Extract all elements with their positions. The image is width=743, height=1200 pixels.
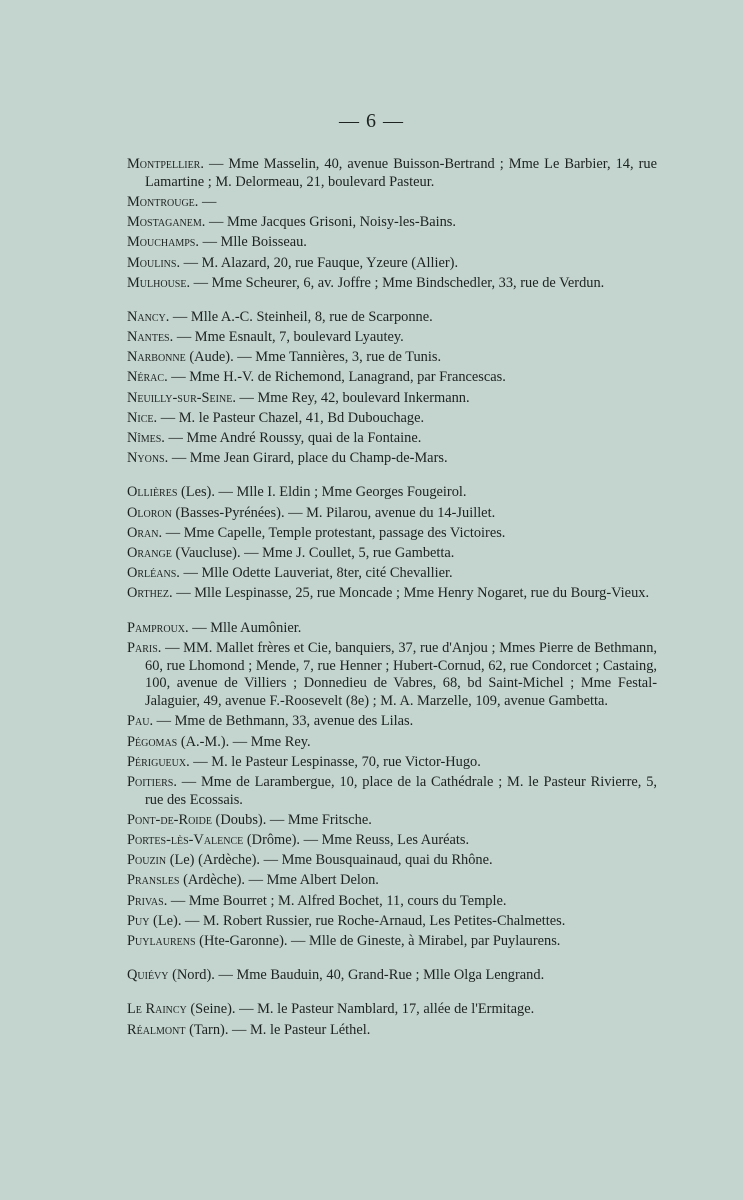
directory-entry — [127, 812, 657, 830]
entry-details: . — Mme de Larambergue, 10, place de la Cathédrale ; M. le Pasteur Rivierre, 5, rue des Ecossais. — [145, 773, 657, 808]
entry-details: . — Mlle Aumônier. — [185, 619, 302, 636]
directory-entry — [127, 872, 657, 890]
entry-details: . — Mme H.-V. de Richemond, Lanagrand, par Francescas. — [164, 369, 506, 386]
directory-entry — [127, 349, 657, 367]
entry-place: Narbonne — [127, 349, 186, 366]
directory-entry — [127, 545, 657, 563]
entry-details: . — Mlle Boisseau. — [195, 234, 307, 251]
entry-place: Pégomas — [127, 733, 178, 750]
entry-details: (Seine). — M. le Pasteur Namblard, 17, allée de l'Ermitage. — [186, 1001, 535, 1018]
entry-place: Moulins — [127, 254, 177, 271]
directory-entry — [127, 156, 657, 192]
entry-details: . — Mlle Odette Lauveriat, 8ter, cité Chevallier. — [176, 565, 453, 582]
entry-details: (Drôme). — Mme Reuss, Les Auréats. — [243, 832, 470, 849]
entry-place: Orange — [127, 544, 172, 561]
entry-place: Nancy — [127, 308, 166, 325]
entry-place: Mulhouse — [127, 274, 187, 291]
entry-place: Pouzin — [127, 852, 167, 869]
entry-details: . — Mme Jean Girard, place du Champ-de-Mars. — [164, 450, 448, 467]
entry-details: . — Mme Rey, 42, boulevard Inkermann. — [232, 389, 470, 406]
directory-list — [127, 156, 657, 1042]
entry-details: . — Mme de Bethmann, 33, avenue des Lilas. — [149, 713, 414, 730]
entry-details: . — Mme André Roussy, quai de la Fontaine. — [161, 430, 422, 447]
group-spacer — [127, 295, 657, 309]
entry-details: (A.-M.). — Mme Rey. — [177, 733, 311, 750]
directory-entry — [127, 1022, 657, 1040]
entry-details: . — Mlle A.-C. Steinheil, 8, rue de Scarponne. — [165, 308, 433, 325]
entry-place: Portes-lès-Valence — [127, 832, 244, 849]
directory-entry — [127, 565, 657, 583]
entry-place: Périgueux — [127, 753, 187, 770]
entry-place: Pau — [127, 713, 150, 730]
directory-entry — [127, 754, 657, 772]
entry-details: . — Mme Jacques Grisoni, Noisy-les-Bains. — [201, 214, 456, 231]
entry-place: Paris — [127, 639, 158, 656]
entry-details: . — M. le Pasteur Lespinasse, 70, rue Victor-Hugo. — [186, 753, 481, 770]
entry-details: . — MM. Mallet frères et Cie, banquiers, 37, rue d'Anjou ; Mmes Pierre de Bethmann, 60, rue Lhomond ; Mende, 7, rue Henner ; Hubert-Cornud, 62, rue Condorcet ; Castaing, 100, avenue de Villiers ; Donnedieu de Vabres, 68, bd Saint-Michel ; Mme Festal-Jalaguier, 49, avenue F.-Roosevelt (8e) ; M. A. Marzelle, 109, avenue Gambetta. — [145, 639, 657, 710]
entry-details: . — Mme Scheurer, 6, av. Joffre ; Mme Bindschedler, 33, rue de Verdun. — [186, 274, 605, 291]
entry-place: Pamproux — [127, 619, 186, 636]
directory-entry — [127, 967, 657, 985]
entry-place: Nyons — [127, 450, 165, 467]
directory-entry — [127, 1001, 657, 1019]
entry-details: (Vaucluse). — Mme J. Coullet, 5, rue Gambetta. — [171, 544, 455, 561]
directory-entry — [127, 484, 657, 502]
directory-entry — [127, 410, 657, 428]
entry-place: Nérac — [127, 369, 165, 386]
entry-place: Neuilly-sur-Seine — [127, 389, 233, 406]
directory-entry — [127, 450, 657, 468]
entry-place: Quiévy — [127, 967, 169, 984]
directory-entry — [127, 893, 657, 911]
entry-details: . — Mme Bourret ; M. Alfred Bochet, 11, cours du Temple. — [163, 892, 507, 909]
directory-entry — [127, 275, 657, 293]
entry-details: . — M. le Pasteur Chazel, 41, Bd Dubouchage. — [153, 409, 425, 426]
entry-place: Nice — [127, 409, 154, 426]
entry-place: Orthez — [127, 585, 170, 602]
entry-place: Mostaganem — [127, 214, 202, 231]
directory-entry — [127, 640, 657, 711]
entry-place: Montpellier — [127, 156, 201, 172]
entry-place: Oloron — [127, 504, 172, 521]
group-spacer — [127, 987, 657, 1001]
entry-details: (Nord). — Mme Bauduin, 40, Grand-Rue ; Mlle Olga Lengrand. — [168, 967, 545, 984]
directory-entry — [127, 329, 657, 347]
entry-details: (Doubs). — Mme Fritsche. — [211, 811, 372, 828]
entry-details: (Hte-Garonne). — Mlle de Gineste, à Mirabel, par Puylaurens. — [195, 932, 561, 949]
directory-entry — [127, 913, 657, 931]
page-number: — 6 — — [339, 110, 404, 132]
entry-place: Privas — [127, 892, 164, 909]
directory-entry — [127, 234, 657, 252]
directory-entry — [127, 430, 657, 448]
entry-place: Pont-de-Roide — [127, 811, 212, 828]
entry-place: Le Raincy — [127, 1001, 187, 1018]
entry-details: (Aude). — Mme Tannières, 3, rue de Tunis. — [185, 349, 442, 366]
entry-place: Ollières — [127, 484, 178, 501]
directory-entry — [127, 309, 657, 327]
directory-entry — [127, 585, 657, 603]
entry-place: Pransles — [127, 872, 180, 889]
directory-entry — [127, 525, 657, 543]
directory-entry — [127, 774, 657, 810]
group-spacer — [127, 606, 657, 620]
entry-place: Oran — [127, 524, 159, 541]
directory-entry — [127, 214, 657, 232]
directory-entry — [127, 832, 657, 850]
directory-entry — [127, 369, 657, 387]
entry-place: Montrouge — [127, 193, 195, 210]
directory-entry — [127, 933, 657, 951]
directory-entry — [127, 255, 657, 273]
entry-details: (Le) (Ardèche). — Mme Bousquainaud, quai du Rhône. — [166, 852, 493, 869]
entry-place: Poitiers — [127, 773, 174, 790]
entry-place: Puy — [127, 912, 150, 929]
entry-place: Mouchamps — [127, 234, 196, 251]
entry-details: . — Mme Masselin, 40, avenue Buisson-Bertrand ; Mme Le Barbier, 14, rue Lamartine ; M. Delormeau, 21, boulevard Pasteur. — [145, 156, 657, 190]
entry-details: (Tarn). — M. le Pasteur Léthel. — [185, 1021, 371, 1038]
entry-details: (Basses-Pyrénées). — M. Pilarou, avenue du 14-Juillet. — [171, 504, 496, 521]
entry-details: . — — [194, 193, 217, 210]
entry-details: (Ardèche). — Mme Albert Delon. — [179, 872, 379, 889]
entry-place: Orléans — [127, 565, 177, 582]
group-spacer — [127, 953, 657, 967]
directory-entry — [127, 734, 657, 752]
entry-details: (Les). — Mlle I. Eldin ; Mme Georges Fougeirol. — [177, 484, 467, 501]
entry-details: . — M. Alazard, 20, rue Fauque, Yzeure (Allier). — [176, 254, 459, 271]
directory-entry — [127, 505, 657, 523]
directory-entry — [127, 620, 657, 638]
group-spacer — [127, 470, 657, 484]
directory-entry — [127, 852, 657, 870]
entry-details: . — Mme Esnault, 7, boulevard Lyautey. — [169, 329, 404, 346]
entry-place: Nîmes — [127, 430, 162, 447]
directory-entry — [127, 194, 657, 212]
entry-place: Nantes — [127, 329, 170, 346]
entry-details: . — Mlle Lespinasse, 25, rue Moncade ; Mme Henry Nogaret, rue du Bourg-Vieux. — [169, 585, 650, 602]
entry-details: . — Mme Capelle, Temple protestant, passage des Victoires. — [158, 524, 506, 541]
entry-place: Réalmont — [127, 1021, 186, 1038]
directory-entry — [127, 390, 657, 408]
directory-entry — [127, 713, 657, 731]
entry-place: Puylaurens — [127, 932, 196, 949]
entry-details: (Le). — M. Robert Russier, rue Roche-Arnaud, Les Petites-Chalmettes. — [149, 912, 566, 929]
